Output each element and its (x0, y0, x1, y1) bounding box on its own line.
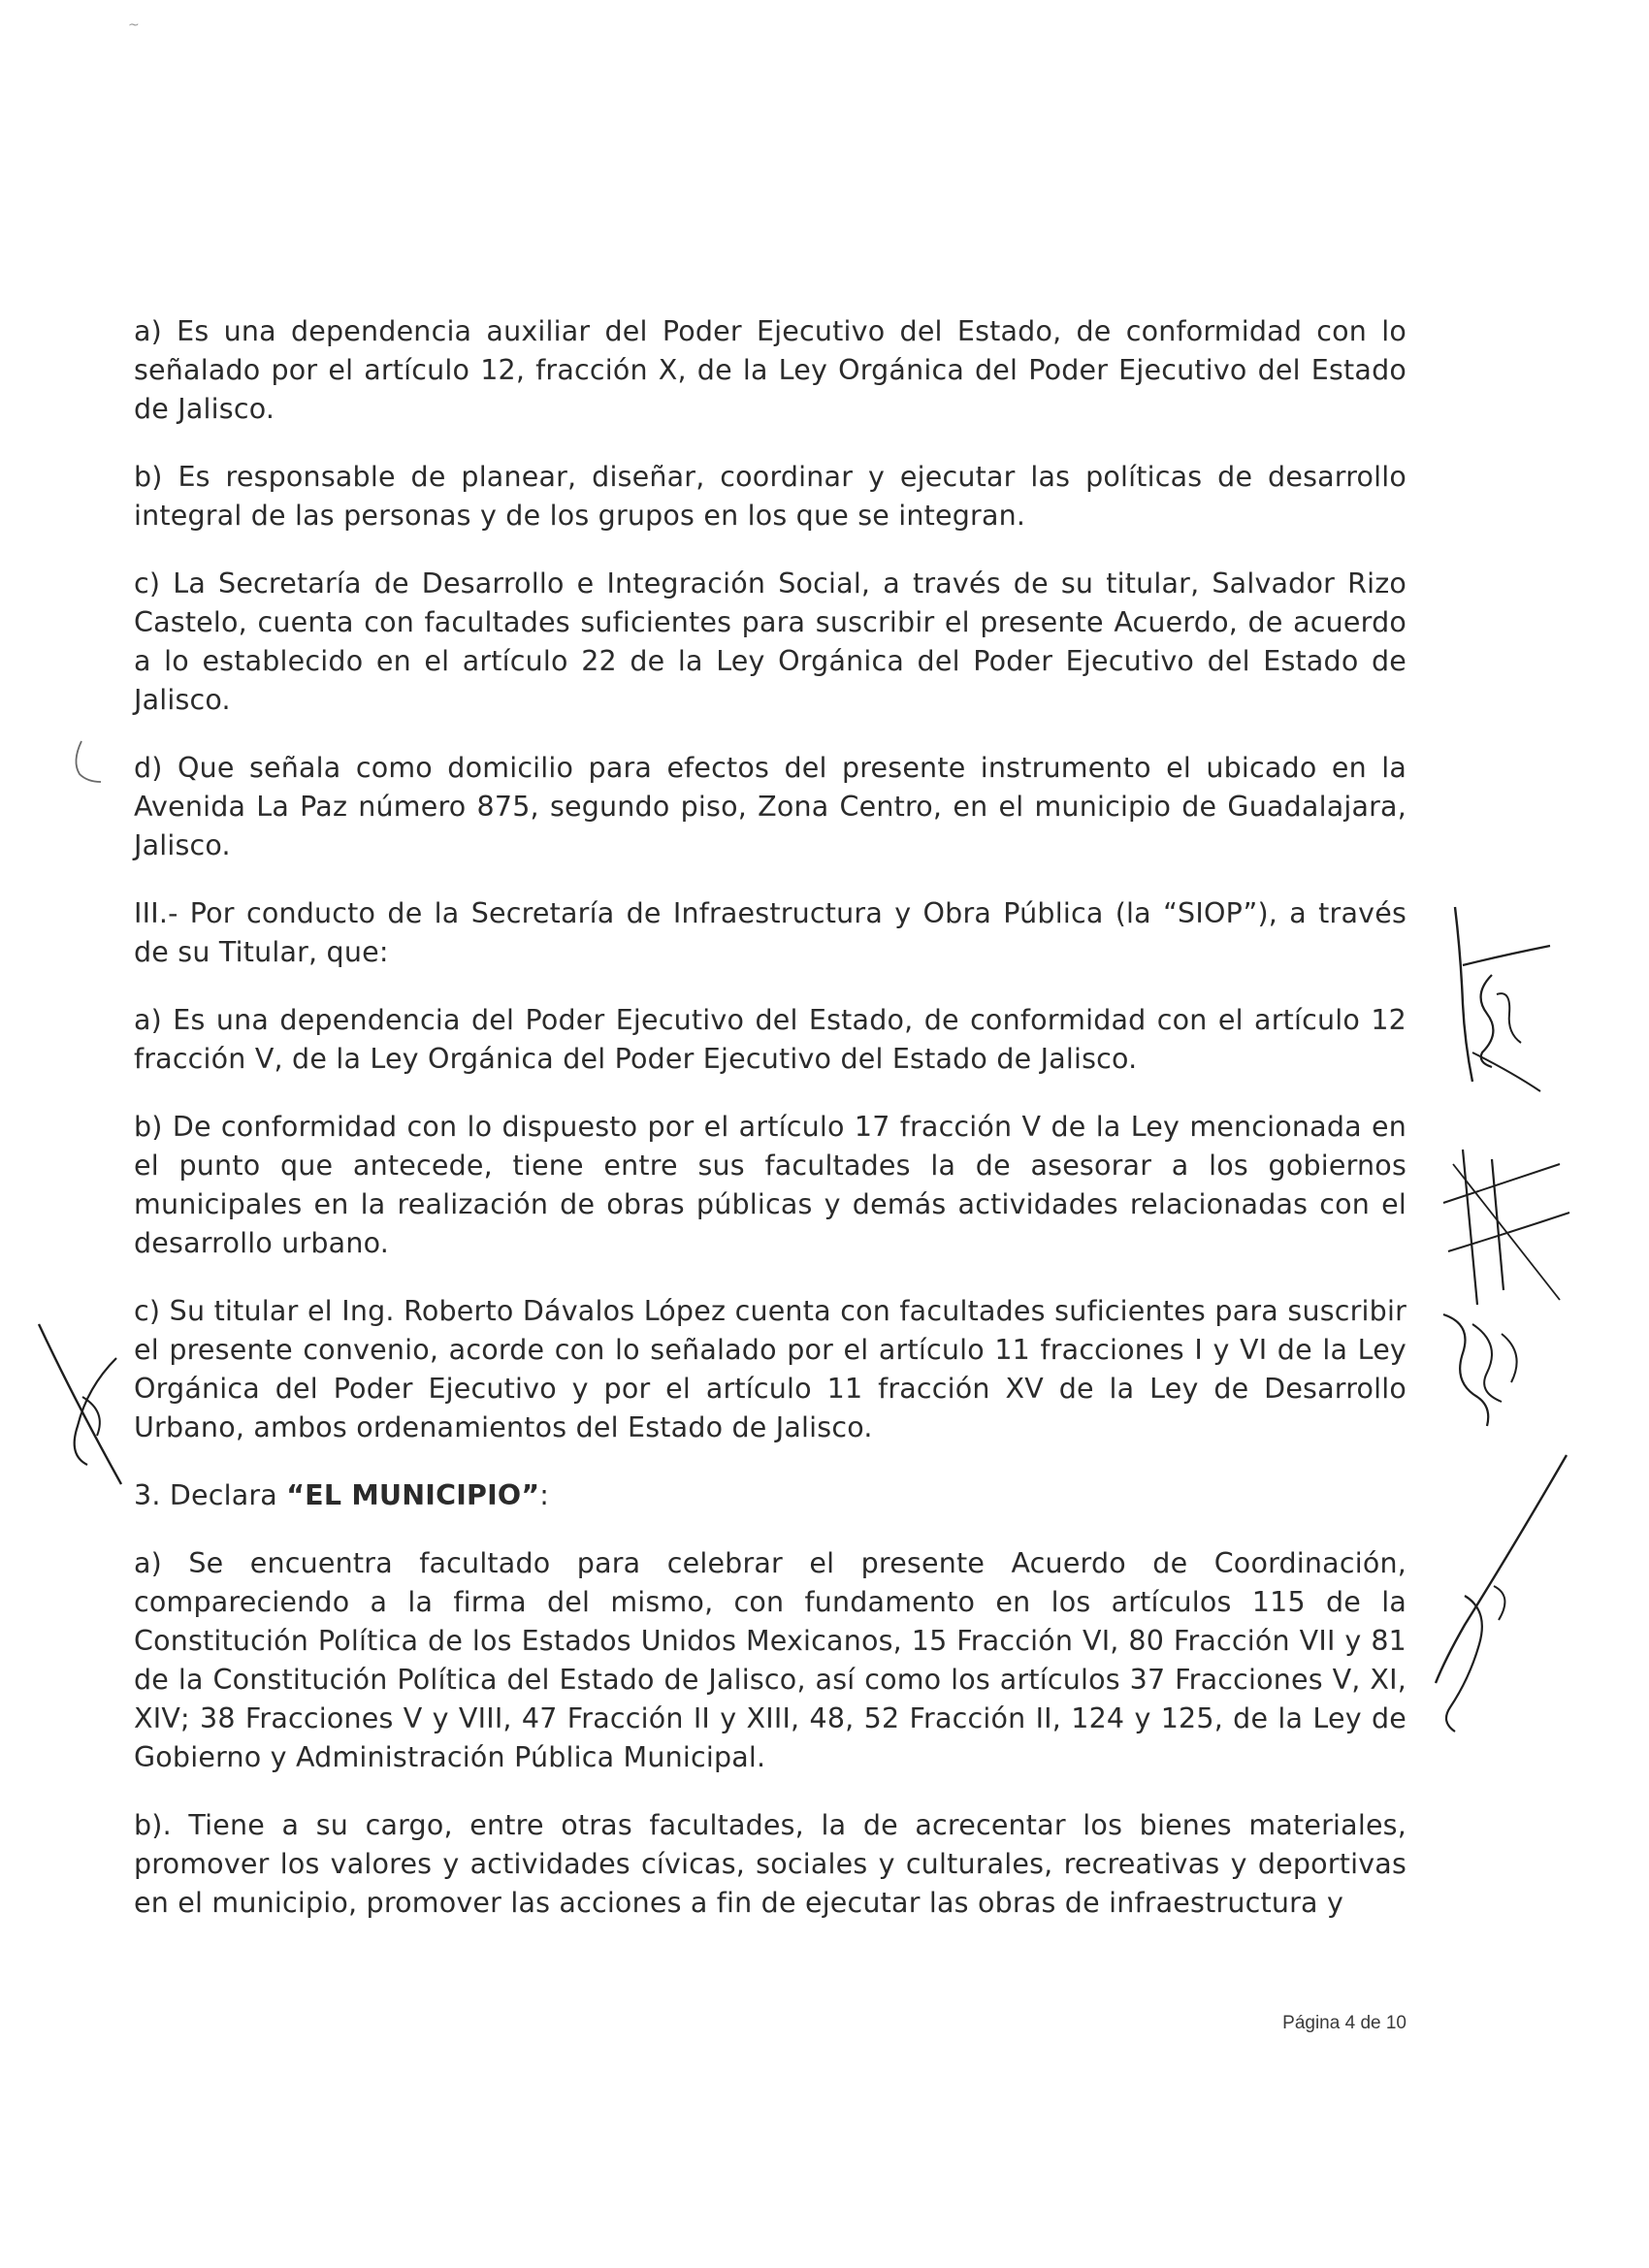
paragraph-c-secretaria-desarrollo: c) La Secretaría de Desarrollo e Integración Social, a través de su titular, Salvador Rizo Castelo, cuenta con facultades suficientes para suscribir el presente Acuerdo, de acuerdo a lo establecido en el artículo 22 de la Ley Orgánica del Poder Ejecutivo del Estado de Jalisco. (134, 567, 1406, 716)
signature-crossed-lines (1434, 1145, 1579, 1310)
signature-large-stroke (1406, 1450, 1576, 1741)
section-heading-declara-municipio (134, 1476, 1406, 1515)
paragraph-c-titular: c) Su titular el Ing. Roberto Dávalos López cuenta con facultades suficientes para suscribir el presente convenio, acorde con lo señalado por el artículo 11 fracciones I y VI de la Ley Orgánica del Poder Ejecutivo y por el artículo 11 fracción XV de la Ley de Desarrollo Urbano, ambos ordenamientos del Estado de Jalisco. (134, 1295, 1406, 1443)
signature-left-margin-mark (29, 1319, 136, 1494)
paragraph-a-dependencia-poder-ejecutivo: a) Es una dependencia del Poder Ejecutivo del Estado, de conformidad con el artículo 12 fracción V, de la Ley Orgánica del Poder Ejecutivo del Estado de Jalisco. (134, 1004, 1406, 1075)
heading-bold: “EL MUNICIPIO” (286, 1479, 540, 1511)
paragraph-b-conformidad: b) De conformidad con lo dispuesto por el artículo 17 fracción V de la Ley mencionada en el punto que antecede, tiene entre sus facultades la de asesorar a los gobiernos municipales en la realización de obras públicas y demás actividades relacionadas con el desarrollo urbano. (134, 1111, 1406, 1259)
heading-suffix: : (539, 1479, 550, 1511)
paragraph-a-facultado: a) Se encuentra facultado para celebrar el presente Acuerdo de Coordinación, compareciendo a la firma del mismo, con fundamento en los artículos 115 de la Constitución Política de los Estados Unidos Mexicanos, 15 Fracción VI, 80 Fracción VII y 81 de la Constitución Política del Estado de Jalisco, así como los artículos 37 Fracciones V, XI, XIV; 38 Fracciones V y VIII, 47 Fracción II y XIII, 48, 52 Fracción II, 124 y 125, de la Ley de Gobierno y Administración Pública Municipal. (134, 1547, 1406, 1773)
paragraph-iii-siop: III.- Por conducto de la Secretaría de Infraestructura y Obra Pública (la “SIOP”), a través de su Titular, que: (134, 897, 1406, 968)
paragraph-a-dependencia-auxiliar: a) Es una dependencia auxiliar del Poder Ejecutivo del Estado, de conformidad con lo señalado por el artículo 12, fracción X, de la Ley Orgánica del Poder Ejecutivo del Estado de Jalisco. (134, 315, 1406, 425)
paragraph-b-cargo: b). Tiene a su cargo, entre otras facultades, la de acrecentar los bienes materiales, promover los valores y actividades cívicas, sociales y culturales, recreativas y deportivas en el municipio, promover las acciones a fin de ejecutar las obras de infraestructura y (134, 1809, 1406, 1919)
margin-arc-mark (68, 737, 107, 786)
heading-prefix: 3. Declara (134, 1479, 287, 1511)
page-number: Página 4 de 10 (1282, 2013, 1406, 2033)
signature-initials-2 (1434, 1305, 1550, 1431)
paragraph-d-domicilio: d) Que señala como domicilio para efectos del presente instrumento el ubicado en la Avenida La Paz número 875, segundo piso, Zona Centro, en el municipio de Guadalajara, Jalisco. (134, 752, 1406, 861)
signature-initials-1 (1434, 897, 1579, 1101)
document-body (134, 312, 1406, 1952)
paragraph-b-responsable: b) Es responsable de planear, diseñar, coordinar y ejecutar las políticas de desarrollo integral de las personas y de los grupos en los que se integran. (134, 461, 1406, 532)
scan-artifact: ~ (128, 17, 140, 33)
